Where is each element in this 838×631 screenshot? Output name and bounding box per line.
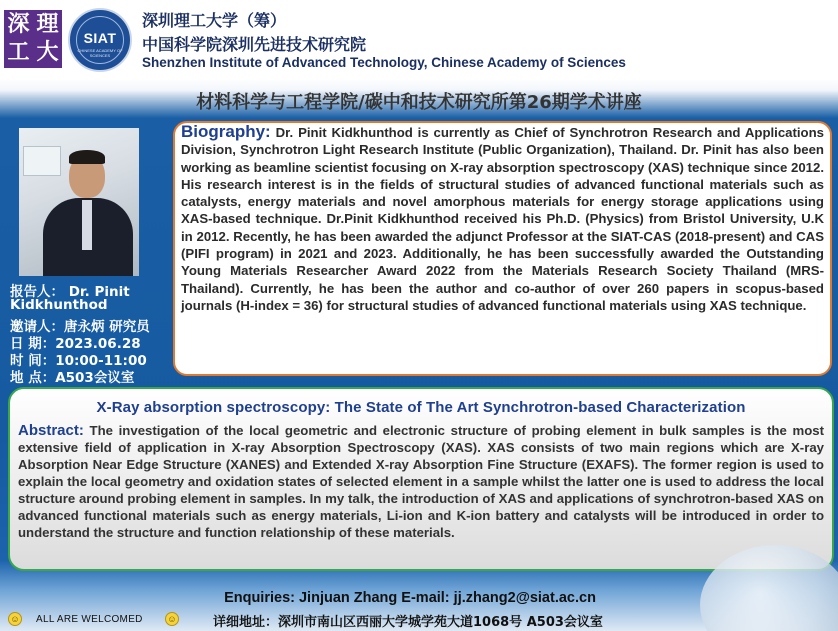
talk-title: X-Ray absorption spectroscopy: The State of The Art Synchrotron-based Characterization	[96, 399, 746, 416]
siat-logo-text: SIAT	[83, 30, 117, 46]
time-label: 时 间：10:00-11:00	[10, 353, 147, 369]
university-name: 深圳理工大学（筹）	[142, 11, 287, 30]
logo-glyph: 工	[7, 40, 30, 65]
speaker-name: Kidkhunthod	[10, 297, 108, 313]
speaker-label: 报告人： Dr. Pinit	[10, 284, 130, 300]
smiley-face-icon: ☺	[8, 612, 22, 626]
biography-text: Dr. Pinit Kidkhunthod is currently as Chief of Synchrotron Research and Applications Division, Synchrotron Light Research Institute (Public Organization), Thailand. Dr. Pinit has also been working as beamline scientist focusing on X-ray absorption spectroscopy (XAS) technique since 2012. His research interest is in the fields of structural studies of advanced functional materials such as catalysts, energy materials and novel amorphous materials for energy storage applications using XAS-based technique. Dr.Pinit Kidkhunthod received his Ph.D. (Physics) from Bristol University, U.K in 2012. Recently, he has been awarded the adjunct Professor at the SIAT-CAS (2018-present) and CAS (PIFI program) in 2021 and 2023. Additionally, he has been successfully awarded the Outstanding Young Materials Researcher Award 2022 from the Materials Research Society Thailand (MRS-Thailand). Currently, he has been the author and co-author of over 260 papers in scopus-based journals (H-index = 36) for structural studies of advanced functional materials using XAS technique.	[181, 125, 824, 313]
abstract-box	[8, 387, 834, 571]
biography-box	[173, 121, 832, 376]
date-label: 日 期：2023.06.28	[10, 336, 141, 352]
abstract-text: The investigation of the local geometric and electronic structure of probing element in bulk samples is the most extensive field of application in X-ray Absorption Spectroscopy (XAS). XAS consists of two main regions which are X-ray Absorption Near Edge Structure (XANES) and Extended X-ray Absorption Fine Structure (EXAFS). The former region is used to explain the local geometry and oxidation states of selected element in a sample whilst the latter one is used to address the local structure around probing element in samples. In my talk, the introduction of XAS and applications of synchrotron-based XAS on advanced functional materials such as energy materials, Li-ion and K-ion battery and catalysts will be introduced in order to understand the structure and function relationship of these materials.	[18, 423, 824, 540]
photo-shirt	[82, 200, 92, 250]
biography-text-block	[181, 123, 824, 314]
inviter-label: 邀请人：唐永炳 研究员	[10, 319, 150, 335]
abstract-text-block	[18, 422, 824, 541]
siat-logo	[68, 8, 132, 72]
logo-glyph: 理	[36, 12, 59, 37]
abstract-heading: Abstract:	[18, 422, 84, 439]
location-label: 地 点：A503会议室	[10, 370, 135, 386]
photo-hair	[69, 150, 105, 164]
siat-logo-subtext: CHINESE ACADEMY OF SCIENCES	[77, 48, 123, 58]
enquiries-line: Enquiries: Jinjuan Zhang E-mail: jj.zhang2@siat.ac.cn	[224, 590, 596, 606]
logo-glyph: 大	[36, 40, 59, 65]
speaker-photo	[19, 128, 139, 276]
welcome-text: ALL ARE WELCOMED	[36, 614, 143, 625]
smiley-face-icon: ☺	[165, 612, 179, 626]
address-line: 详细地址：深圳市南山区西丽大学城学苑大道1068号 A503会议室	[213, 615, 603, 630]
cas-institute-name: 中国科学院深圳先进技术研究院	[142, 35, 367, 54]
university-logo	[4, 10, 62, 68]
header	[0, 0, 838, 80]
institute-english-name: Shenzhen Institute of Advanced Technology, Chinese Academy of Sciences	[142, 55, 626, 70]
lecture-series-title: 材料科学与工程学院/碳中和技术研究所第26期学术讲座	[196, 92, 642, 113]
photo-background-screen	[23, 146, 61, 176]
logo-glyph: 深	[7, 12, 30, 37]
biography-heading: Biography:	[181, 122, 271, 141]
